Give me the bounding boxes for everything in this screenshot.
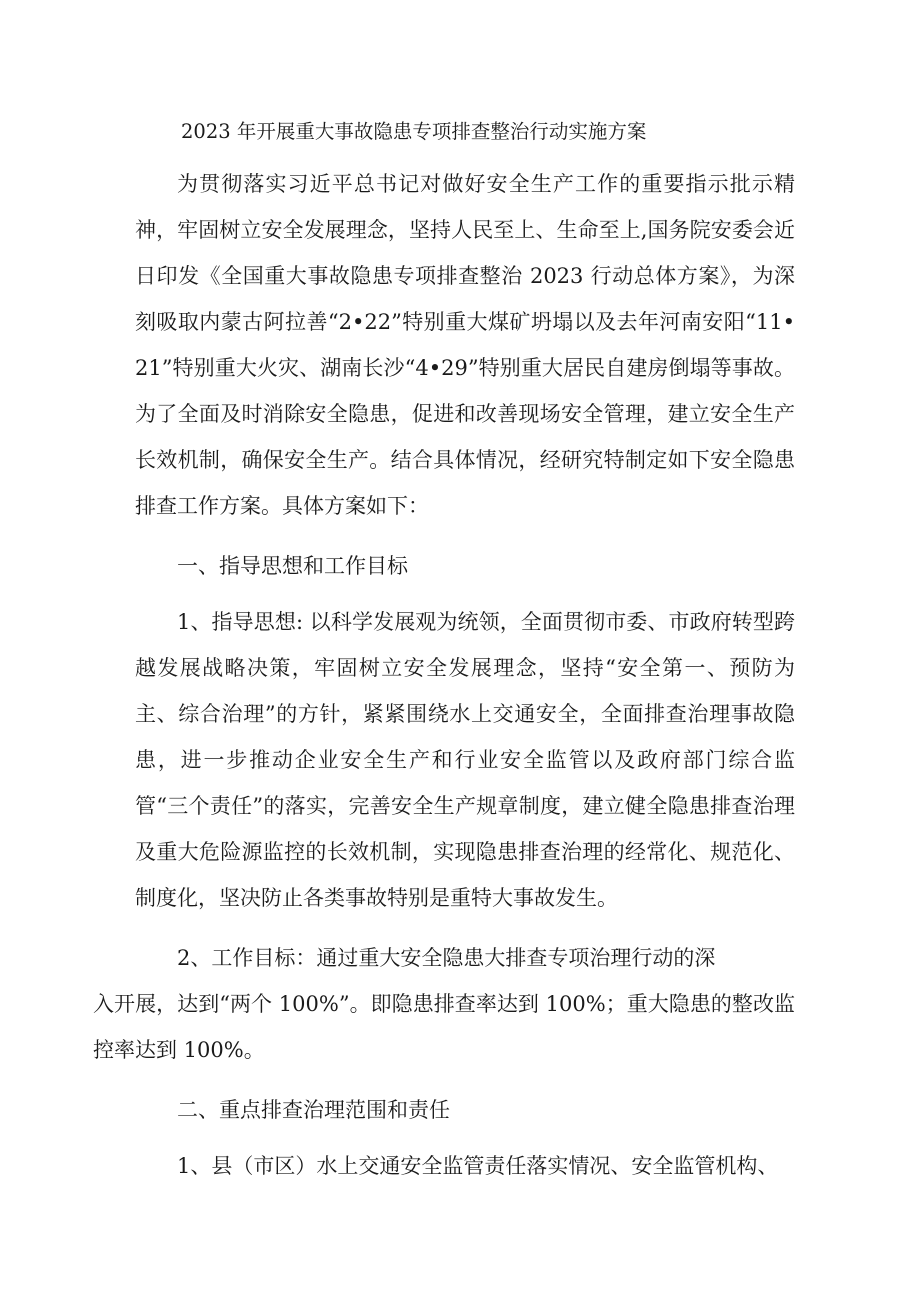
section-heading-scope: 二、重点排查治理范围和责任 [177, 1098, 450, 1122]
paragraph-work-goal-continuation: 入开展，达到“两个 100%”。即隐患排查率达到 100%；重大隐患的整改监控率达到 100%。 [93, 992, 795, 1062]
section-heading-guiding-ideology: 一、指导思想和工作目标 [177, 554, 408, 578]
intro-paragraph: 为贯彻落实习近平总书记对做好安全生产工作的重要指示批示精神，牢固树立安全发展理念，坚持人民至上、生命至上,国务院安委会近日印发《全国重大事故隐患专项排查整治 2023 行动总体方案》，为深刻吸取内蒙古阿拉善“2•22”特别重大煤矿坍塌以及去年河南安阳“11•21”特别重大火灾、湖南长沙“4•29”特别重大居民自建房倒塌等事故。为了全面及时消除安全隐患，促进和改善现场安全管理，建立安全生产长效机制，确保安全生产。结合具体情况，经研究特制定如下安全隐患排查工作方案。具体方案如下： [135, 172, 795, 518]
paragraph-work-goal [93, 935, 795, 1073]
paragraph-scope-item-1: 1、县（市区）水上交通安全监管责任落实情况、安全监管机构、 [177, 1154, 779, 1178]
paragraph-guiding-ideology: 1、指导思想: 以科学发展观为统领，全面贯彻市委、市政府转型跨越发展战略决策，牢固树立安全发展理念，坚持“安全第一、预防为主、综合治理”的方针，紧紧围绕水上交通安全，全面排查治理事故隐患，进一步推动企业安全生产和行业安全监管以及政府部门综合监管“三个责任”的落实，完善安全生产规章制度，建立健全隐患排查治理及重大危险源监控的长效机制，实现隐患排查治理的经常化、规范化、制度化，坚决防止各类事故特别是重特大事故发生。 [135, 610, 795, 910]
document-body [93, 115, 795, 1203]
paragraph-work-goal-first-line: 2、工作目标：通过重大安全隐患大排查专项治理行动的深 [177, 946, 716, 970]
document-title: 2023 年开展重大事故隐患专项排查整治行动实施方案 [181, 120, 647, 143]
